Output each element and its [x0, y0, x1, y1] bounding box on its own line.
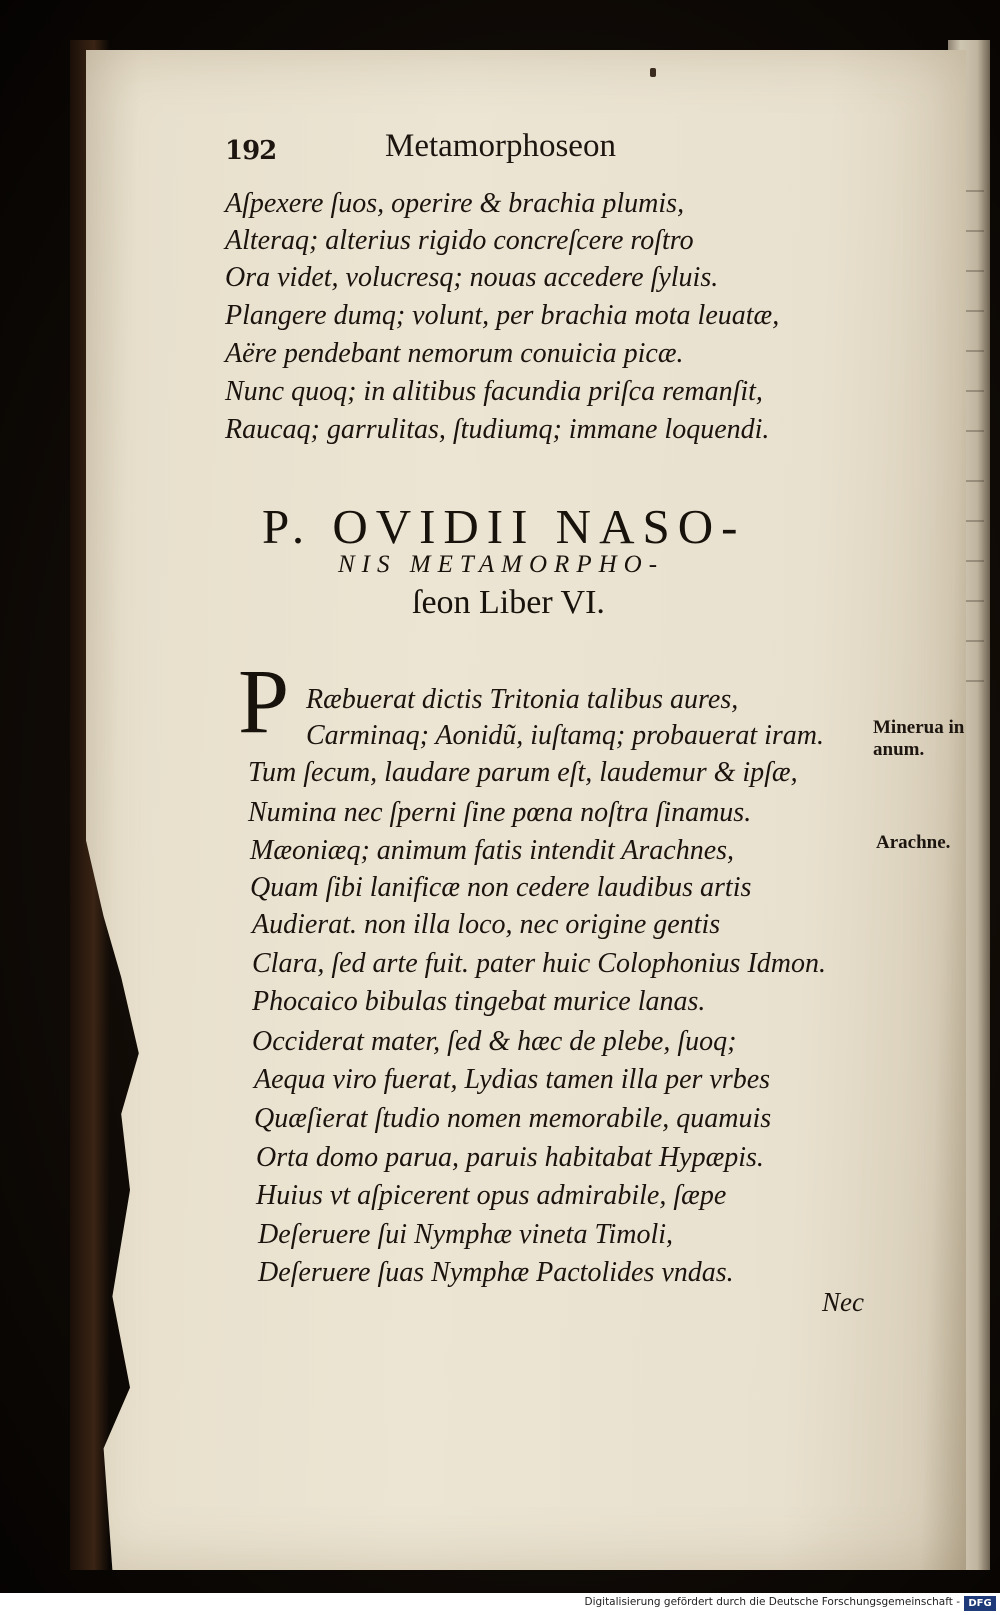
verse-line: Mæoniæq; animum fatis intendit Arachnes, — [250, 835, 735, 866]
drop-cap: P — [238, 650, 290, 752]
margin-note-line: Minerua in — [873, 717, 965, 738]
running-title: Metamorphoseon — [385, 128, 616, 164]
verse-line: Ora videt, volucresq; nouas accedere ſyluis. — [225, 262, 719, 293]
verse-line: Alteraq; alterius rigido concreſcere roſtro — [225, 225, 694, 256]
verse-line: Huius vt aſpicerent opus admirabile, ſæpe — [256, 1180, 727, 1211]
margin-note — [873, 717, 964, 761]
verse-line: Nunc quoq; in alitibus facundia priſca remanſit, — [225, 376, 763, 407]
verse-line: Occiderat mater, ſed & hæc de plebe, ſuoq; — [252, 1026, 737, 1057]
catchword: Nec — [822, 1287, 864, 1317]
verse-line: Numina nec ſperni ſine pœna noſtra ſinamus. — [248, 797, 752, 828]
verse-line: Deſeruere ſuas Nymphæ Pactolides vndas. — [258, 1257, 734, 1288]
margin-note: Arachne. — [876, 832, 951, 853]
credit-text: Digitalisierung gefördert durch die Deutsche Forschungsgemeinschaft - — [584, 1596, 960, 1608]
verse-line: Deſeruere ſui Nymphæ vineta Timoli, — [258, 1219, 674, 1250]
verse-line: Orta domo parua, paruis habitabat Hypæpis. — [256, 1142, 764, 1173]
verse-line: Aſpexere ſuos, operire & brachia plumis, — [225, 188, 685, 219]
verse-line: Tum ſecum, laudare parum eſt, laudemur & ipſæ, — [248, 757, 798, 788]
verse-line: Carminaq; Aonidũ, iuſtamq; probauerat iram. — [306, 720, 825, 751]
margin-note-line: anum. — [873, 738, 925, 760]
verse-line: Quæſierat ſtudio nomen memorabile, quamuis — [254, 1103, 772, 1134]
ink-speck — [650, 68, 656, 77]
verse-line: Phocaico bibulas tingebat murice lanas. — [252, 986, 706, 1017]
verse-line: Clara, ſed arte fuit. pater huic Colophonius Idmon. — [252, 948, 826, 979]
credit-footer — [0, 1593, 1000, 1615]
verse-line: Raucaq; garrulitas, ſtudiumq; immane loquendi. — [225, 414, 770, 445]
page-number: 192 — [225, 136, 277, 166]
verse-line: Ræbuerat dictis Tritonia talibus aures, — [306, 684, 739, 715]
verse-line: Aequa viro fuerat, Lydias tamen illa per vrbes — [254, 1064, 771, 1095]
heading-line: P. OVIDII NASO- — [262, 499, 746, 554]
verse-line: Audierat. non illa loco, nec origine gentis — [252, 909, 721, 940]
verse-line: Aëre pendebant nemorum conuicia picæ. — [225, 338, 684, 369]
verse-line: Plangere dumq; volunt, per brachia mota leuatæ, — [225, 300, 780, 331]
dfg-logo: DFG — [964, 1596, 996, 1611]
verse-line: Quam ſibi lanificæ non cedere laudibus artis — [250, 872, 752, 903]
heading-line: NIS METAMORPHO- — [338, 551, 665, 578]
heading-line: ſeon Liber VI. — [412, 584, 605, 621]
